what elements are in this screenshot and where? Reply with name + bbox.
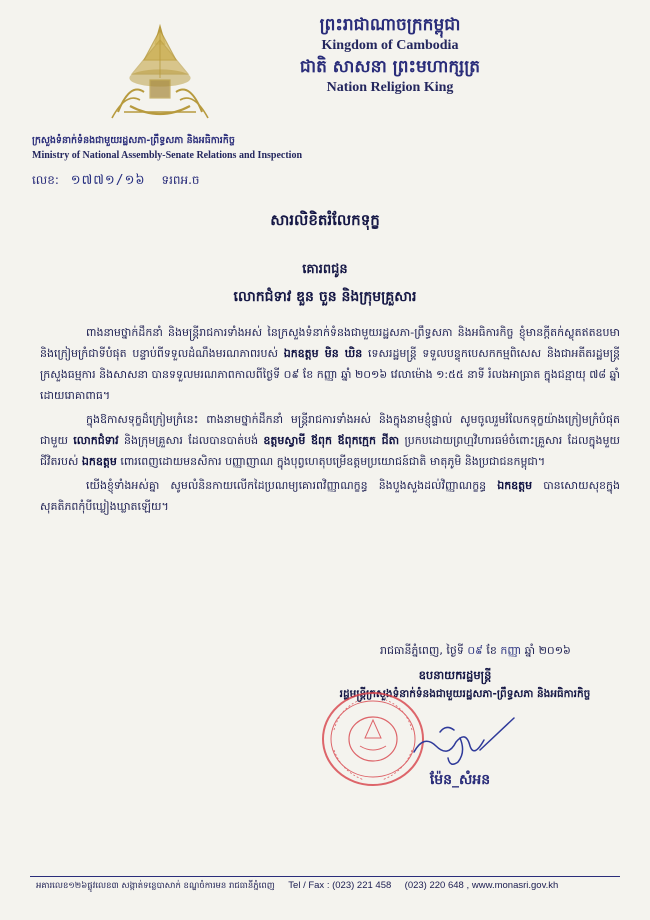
footer-tel-fax: Tel / Fax : (023) 221 458	[288, 880, 392, 891]
paragraph-3-name: ឯកឧត្តម	[497, 479, 533, 492]
reference-number	[32, 172, 200, 191]
document-title: សារលិខិតរំលែកទុក្ខ	[270, 211, 380, 229]
date-year-label: ឆ្នាំ	[524, 644, 536, 657]
ministry-name-khmer: ក្រសួងទំនាក់ទំនងជាមួយរដ្ឋសភា-ព្រឹទ្ធសភា និងអធិការកិច្ច	[32, 135, 235, 146]
paragraph-2-name-3: ឯកឧត្តម	[81, 455, 117, 468]
footer-address: អគារលេខ១២៦ផ្លូវលេខ៣ សង្កាត់ទន្លេបាសាក់ ខណ្ឌចំការមន រាជធានីភ្នំពេញ	[36, 881, 275, 891]
kingdom-header	[270, 14, 510, 98]
paragraph-1	[40, 322, 620, 406]
ministry-name-english: Ministry of National Assembly-Senate Relations and Inspection	[32, 150, 303, 161]
paragraph-1-text-b: ទេសរដ្ឋមន្ត្រី ទទួលបន្ទុកបេសកកម្មពិសេស និងជាអតីតរដ្ឋមន្ត្រីក្រសួងធម្មការ និងសាសនា បានទទួលមរណភាពកាលពីថ្ងៃទី ០៩ ខែ កញ្ញា ឆ្នាំ ២០១៦ វេលាម៉ោង ១:៥៥ នាទី រំលងអាធ្រាត ក្នុងជន្មាយុ ៧៨ ឆ្នាំ ដោយរោគាពាធ។	[40, 347, 620, 402]
date-year: ២០១៦	[538, 644, 571, 657]
date-month: កញ្ញា	[500, 644, 522, 657]
paragraph-1-text-a: ពាងនាមថ្នាក់ដឹកនាំ និងមន្ត្រីរាជការទាំងអស់ នៃក្រសួងទំនាក់ទំនងជាមួយរដ្ឋសភា-ព្រឹទ្ធសភា និងអធិការកិច្ច ខ្ញុំមានក្តីតក់ស្លុតឥតឧបមា និងក្រៀមក្រំជាទីបំផុត បន្ទាប់ពីទទួលដំណឹងមរណភាពរបស់	[40, 326, 620, 360]
signer-title-1: ឧបនាយករដ្ឋមន្ត្រី	[418, 668, 492, 682]
date-prefix: រាជធានីភ្នំពេញ, ថ្ងៃទី	[380, 644, 464, 657]
paragraph-3-text-b: បានសោយសុខក្នុងសុគតិភពកុំបីឃ្លៀងឃ្លាតឡើយ។	[40, 479, 620, 513]
paragraph-2-text-c: ប្រកបដោយព្រហ្មវិហារធម៌ចំពោះគ្រួសារ ដែលក្នុងមួយជីវិតរបស់	[40, 434, 620, 468]
letter-body	[40, 322, 620, 520]
motto-english: Nation Religion King	[326, 80, 454, 95]
motto-khmer: ជាតិ សាសនា ព្រះមហាក្សត្រ	[299, 57, 481, 77]
paragraph-2-name-2: ឧត្តមស្វាមី ឪពុក ឪពុកក្មេក ជីតា	[263, 434, 400, 447]
handwritten-signature-icon	[410, 712, 520, 772]
footer-phone-2: (023) 220 648	[404, 880, 464, 891]
paragraph-2	[40, 409, 620, 472]
signer-title-2: រដ្ឋមន្ត្រីក្រសួងទំនាក់ទំនងជាមួយរដ្ឋសភា-ព្រឹទ្ធសភា និងអធិការកិច្ច	[339, 688, 591, 700]
date-month-label: ខែ	[486, 644, 497, 657]
reference-handwritten-number: ១៧៧១/១៦	[70, 173, 146, 188]
paragraph-2-text-d: ពោរពេញដោយមនសិការ បញ្ញាញាណ ក្នុងបុព្វហេតុបម្រើឧត្តមប្រយោជន៍ជាតិ មាតុភូមិ និងប្រជាជនកម្ពុជា។	[116, 455, 546, 468]
signer-name: ម៉ែន_សំអន	[429, 772, 491, 788]
date-day: ០៩	[467, 644, 483, 657]
reference-suffix: ទរពអ.ច	[161, 173, 200, 187]
paragraph-3-text-a: យើងខ្ញុំទាំងអស់គ្នា សូមលំនិនកាយលើកដៃប្រណម្យគោរពវិញ្ញាណក្ខន្ធ និងបួងសួងដល់វិញ្ញាណក្ខន្ធ	[86, 479, 498, 492]
royal-emblem-icon	[100, 22, 220, 127]
reference-label: លេខ:	[32, 173, 59, 187]
paragraph-2-text-a: ក្នុងឱកាសទុក្ខដ៏ក្រៀមក្រំនេះ ពាងនាមថ្នាក់ដឹកនាំ មន្ត្រីរាជការទាំងអស់ និងក្នុងនាមខ្ញុំផ្ទាល់ សូមចូលរួមរំលែកទុក្ខយ៉ាងក្រៀមក្រំបំផុតជាមួយ	[40, 413, 620, 447]
deceased-name: ឯកឧត្តម មិន ឃិន	[283, 347, 363, 360]
date-line	[380, 644, 571, 660]
recipient: លោកជំទាវ ឌួន ចួន និងក្រុមគ្រួសារ	[233, 289, 417, 305]
kingdom-khmer: ព្រះរាជាណាចក្រកម្ពុជា	[319, 15, 461, 35]
kingdom-english: Kingdom of Cambodia	[321, 38, 459, 53]
paragraph-2-name-1: លោកជំទាវ	[73, 434, 119, 447]
paragraph-3	[40, 475, 620, 517]
footer-divider	[30, 876, 620, 877]
paragraph-2-text-b: និងក្រុមគ្រួសារ ដែលបានបាត់បង់	[118, 434, 264, 447]
salutation: គោរពជូន	[302, 262, 348, 277]
footer-website-link[interactable]: www.monasri.gov.kh	[471, 880, 559, 891]
footer: អគារលេខ១២៦ផ្លូវលេខ៣ សង្កាត់ទន្លេបាសាក់ ខណ្ឌចំការមន រាជធានីភ្នំពេញ Tel / Fax : (023) 221 458 (023) 220 648 , www.monasri.gov.kh	[36, 880, 559, 891]
